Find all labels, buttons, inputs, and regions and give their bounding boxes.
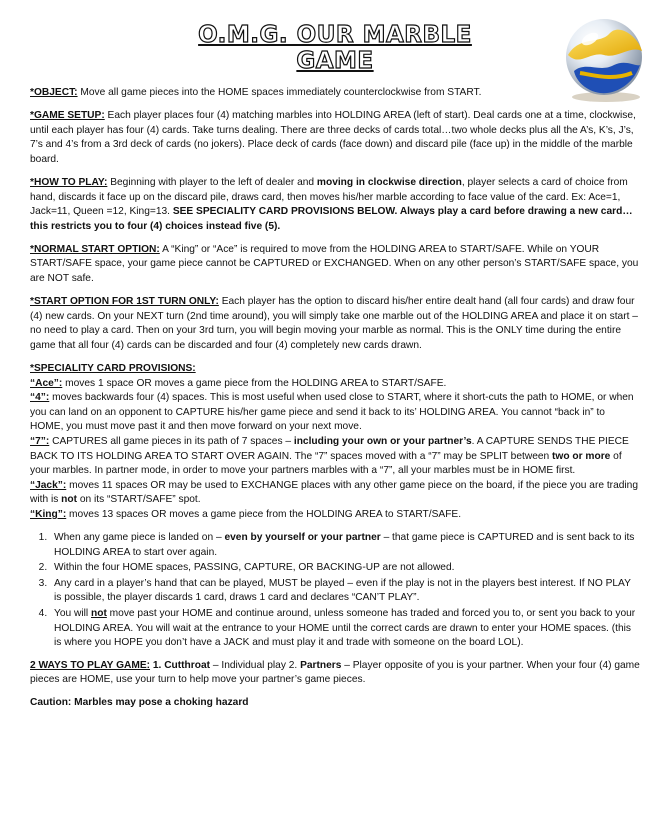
normal-start-paragraph (30, 243, 640, 287)
four-rule: “4”: moves backwards four (4) spaces. This is most useful when used close to START, where it short-cuts the path to HOME, or when you can land on an opponent to CAPTURE his/her game piece and send it back to its’ HOLDING AREA. You cannot “back in” to HOME, you must move past it and then move forward on your next move. (30, 392, 634, 433)
how-to-play-label: *HOW TO PLAY: (30, 176, 108, 188)
speciality-heading: *SPECIALITY CARD PROVISIONS: (30, 363, 196, 374)
jack-rule: “Jack”: moves 11 spaces OR may be used to EXCHANGE places with any other game piece on the board, if the piece you are trading with is not on its “START/SAFE” spot. (30, 479, 638, 506)
ways-to-play-paragraph: 2 WAYS TO PLAY GAME: 1. Cutthroat – Individual play 2. Partners – Player opposite of you is your partner. When your four (4) game pieces are HOME, use your turn to help move your partner’s game pieces. (30, 659, 640, 686)
page-title: O.M.G. OUR MARBLE GAME (198, 22, 472, 74)
king-rule: “King”: moves 13 spaces OR moves a game piece from the HOLDING AREA to START/SAFE. (30, 508, 462, 520)
object-paragraph (30, 86, 640, 101)
how-to-play-text-2: , player selects a card of choice from hand, discards it face up on the discard pile, draws card, then moves his/her marble according to face value of the card. Ex: Ace=1, Jack=11, Queen =12, King=13. (30, 176, 628, 218)
how-to-play-bold-2: SEE SPECIALITY CARD PROVISIONS BELOW. Always play a card before drawing a new card…this restricts you to four (4) choices instead five (5). (30, 206, 633, 232)
list-item: 3. Any card in a player’s hand that can be played, MUST be played – even if the play is not in the players best interest. If NO PLAY is possible, the player discards 1 card, draws 1 card and declares “CAN’T PLAY”. (50, 577, 640, 606)
setup-text: Each player places four (4) matching marbles into HOLDING AREA (left of start). Deal cards one at a time, clockwise, until each player has four (4) cards. Take turns dealing. There are three decks of cards total…two whole decks plus all the A’s, K’s, J’s, 7’s and 4’s from a 3rd deck of cards (no jokers). Place deck of cards (face down) and discard pile (face up) in the middle of the marble board. (30, 110, 636, 165)
first-turn-text: Each player has the option to discard his/her entire dealt hand (all four cards) and draw four (4) new cards. On your NEXT turn (2nd time around), you will simply take one marble out of the HOLDING AREA and place it on start – no need to play a card. Then on your 3rd turn, you will begin moving your marble as normal. This is the ONLY time during the entire game that all four (4) cards can be discarded and four (4) completely new cards drawn. (30, 296, 638, 351)
normal-start-text: A “King” or “Ace” is required to move from the HOLDING AREA to START/SAFE. While on YOUR START/SAFE space, your game piece cannot be CAPTURED or EXCHANGED. When on any other person’s START/SAFE space, you are NOT safe. (30, 243, 639, 285)
first-turn-paragraph (30, 295, 640, 353)
seven-rule: “7”: CAPTURES all game pieces in its path of 7 spaces – including your own or your partner’s. A CAPTURE SENDS THE PIECE BACK TO ITS HOLDING AREA TO START OVER AGAIN. The “7” spaces moved with a “7” may be SPLIT between two or more of your marbles. In partner mode, in order to move your partners marbles with a “7”, all your marbles must be in HOME first. (30, 435, 629, 477)
list-item: 2. Within the four HOME spaces, PASSING, CAPTURE, OR BACKING-UP are not allowed. (50, 561, 640, 576)
how-to-play-text-1: Beginning with player to the left of dealer and (107, 176, 317, 188)
caution-note: Caution: Marbles may pose a choking hazard (30, 697, 249, 709)
object-text: Move all game pieces into the HOME spaces immediately counterclockwise from START. (77, 87, 482, 98)
list-item: 1. When any game piece is landed on – even by yourself or your partner – that game piece is CAPTURED and is sent back to its HOLDING AREA to start over again. (50, 531, 640, 560)
rules-document (30, 86, 640, 721)
how-to-play-paragraph (30, 176, 640, 234)
setup-paragraph (30, 109, 640, 167)
speciality-card-section (30, 362, 640, 523)
cutthroat-mode: 1. Cutthroat (150, 659, 211, 671)
ace-rule: “Ace”: moves 1 space OR moves a game piece from the HOLDING AREA to START/SAFE. (30, 377, 447, 389)
first-turn-label: *START OPTION FOR 1ST TURN ONLY: (30, 296, 219, 308)
object-label: *OBJECT: (30, 87, 78, 98)
partners-mode: Partners (300, 659, 342, 671)
ways-to-play-label: 2 WAYS TO PLAY GAME: (30, 659, 151, 671)
setup-label: *GAME SETUP: (30, 110, 105, 122)
rules-numbered-list (30, 531, 640, 651)
normal-start-label: *NORMAL START OPTION: (30, 243, 160, 255)
how-to-play-bold-1: moving in clockwise direction (316, 176, 462, 188)
list-item: 4. You will not move past your HOME and continue around, unless someone has traded and forced you to, or sent you back to your HOLDING AREA. You will wait at the entrance to your HOME until the correct cards are drawn to enter your HOME spaces. (this is where you HOPE you don’t have a JACK and must play it and trade with someone on the board LOL). (50, 607, 640, 651)
